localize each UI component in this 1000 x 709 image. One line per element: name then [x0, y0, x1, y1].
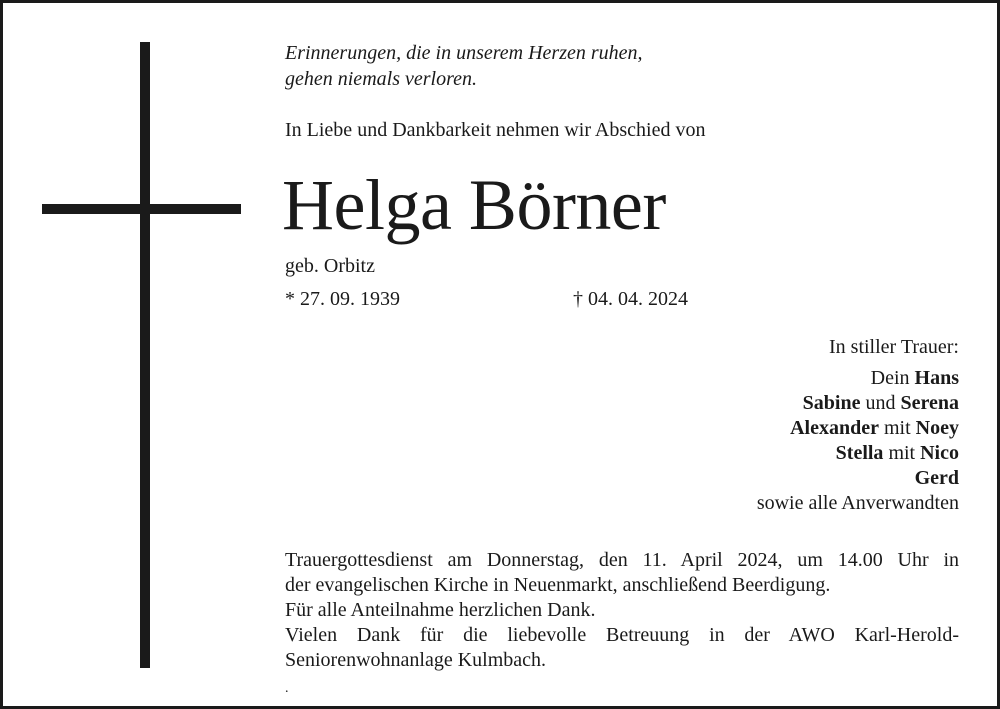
mourner-line [757, 416, 959, 441]
mourner-name: Stella [835, 442, 884, 464]
mourners-list [757, 366, 959, 516]
mourner-name: Gerd [914, 467, 959, 489]
service-line: Für alle Anteilnahme herzlichen Dank. [285, 599, 596, 621]
quote-line: Erinnerungen, die in unserem Herzen ruhen, [285, 42, 643, 64]
service-information [285, 548, 959, 673]
service-line: der evangelischen Kirche in Neuenmarkt, anschließend Beerdigung. [285, 574, 831, 596]
mourner-line [757, 491, 959, 516]
mourner-name: Alexander [790, 417, 879, 439]
mourner-name: Noey [915, 417, 959, 439]
mourner-line [757, 366, 959, 391]
mourners-heading: In stiller Trauer: [829, 336, 959, 358]
farewell-intro: In Liebe und Dankbarkeit nehmen wir Abschied von [285, 119, 706, 141]
mourner-name: Nico [920, 442, 959, 464]
mourner-connector: mit [883, 442, 921, 464]
mourners-block [757, 335, 959, 516]
mourner-connector: mit [879, 417, 916, 439]
cross-icon-vertical-bar [140, 42, 150, 668]
maiden-name: geb. Orbitz [285, 255, 375, 277]
footer-mark: . [285, 681, 289, 696]
memorial-quote [285, 40, 643, 92]
mourner-connector: Dein [870, 367, 915, 389]
cross-icon-horizontal-bar [42, 204, 241, 214]
death-date: † 04. 04. 2024 [573, 288, 688, 310]
mourner-name: Hans [914, 367, 959, 389]
service-line: Trauergottesdienst am Donnerstag, den 11. April 2024, um 14.00 Uhr in [285, 549, 959, 571]
quote-line: gehen niemals verloren. [285, 68, 477, 90]
birth-date: * 27. 09. 1939 [285, 288, 400, 310]
mourner-connector: sowie alle Anverwandten [756, 492, 959, 514]
mourner-line [757, 466, 959, 491]
mourner-line [757, 441, 959, 466]
mourner-name: Sabine [802, 392, 861, 414]
service-line: Vielen Dank für die liebevolle Betreuung in der AWO Karl-Herold- [285, 624, 959, 646]
mourner-line [757, 391, 959, 416]
deceased-name: Helga Börner [282, 165, 666, 245]
mourner-name: Serena [900, 392, 959, 414]
service-line: Seniorenwohnanlage Kulmbach. [285, 649, 547, 671]
mourner-connector: und [860, 392, 901, 414]
